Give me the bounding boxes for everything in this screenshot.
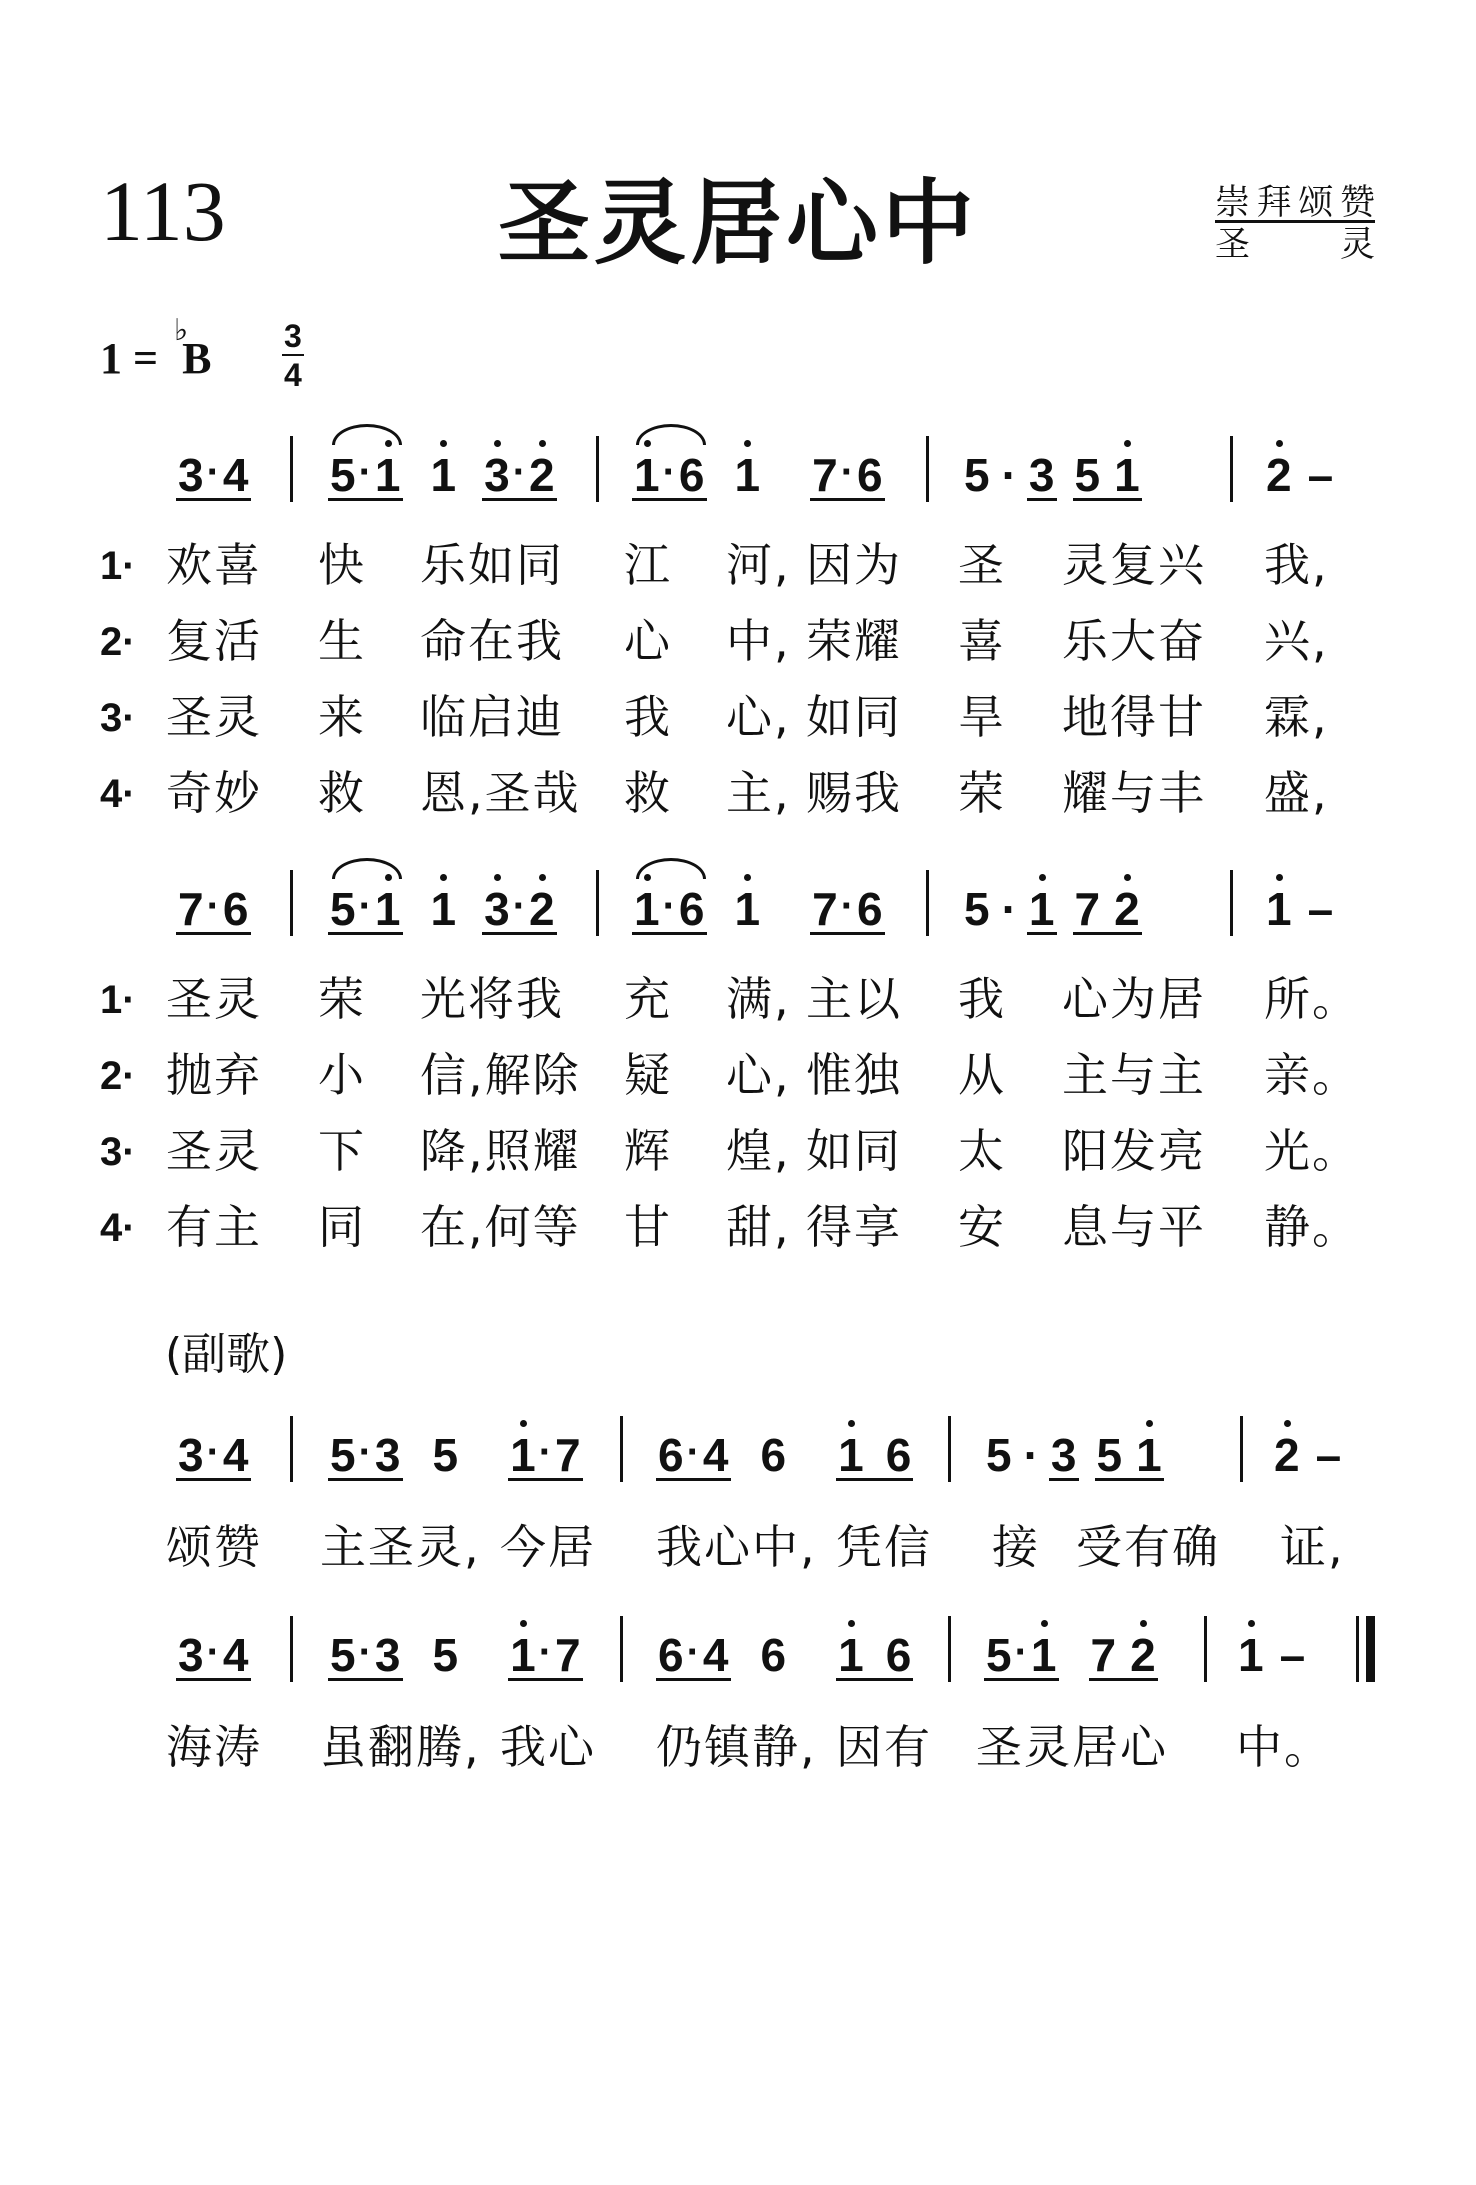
note: 2 — [1266, 449, 1292, 501]
barline — [596, 436, 599, 502]
dash: – — [1315, 1429, 1342, 1481]
lyric: 因为 — [806, 538, 902, 592]
note: 7 — [1074, 883, 1101, 935]
note: 4 — [222, 1429, 249, 1481]
category-sub: 圣 灵 — [1215, 225, 1375, 265]
note: 1 — [634, 883, 660, 935]
verse-number: 4· — [100, 1206, 136, 1250]
lyric: 荣 — [318, 972, 366, 1026]
lyric: 圣灵 — [166, 690, 262, 744]
note-group — [836, 1429, 913, 1481]
barline — [948, 1616, 951, 1682]
note: 1 — [1030, 1629, 1057, 1681]
note: 7 — [1090, 1629, 1117, 1681]
barline — [948, 1416, 951, 1482]
hymn-number: 113 — [100, 163, 226, 259]
lyric: 抛弃 — [166, 1048, 262, 1102]
dot: · — [358, 884, 372, 928]
key-signature — [100, 314, 212, 384]
lyric: 喜 — [958, 614, 1006, 668]
note: 2 — [1130, 1629, 1156, 1681]
lyric: 荣耀 — [806, 614, 902, 668]
lyric: 耀与丰 — [1062, 766, 1206, 820]
lyric: 兴, — [1264, 614, 1329, 668]
note: 6 — [760, 1629, 787, 1681]
dot: · — [206, 1630, 220, 1674]
note: 3 — [178, 1629, 204, 1681]
note-group — [1027, 449, 1057, 501]
lyric: 赐我 — [806, 766, 902, 820]
measure-2-5 — [1264, 883, 1345, 935]
lyric: 受有确 — [1076, 1520, 1220, 1574]
lyric: 主, — [726, 766, 791, 820]
lyric: 圣灵居心 — [976, 1720, 1168, 1774]
note: 5 — [330, 1429, 356, 1481]
lyric: 乐大奋 — [1062, 614, 1206, 668]
note: 2 — [1274, 1429, 1300, 1481]
lyric: 因有 — [836, 1720, 932, 1774]
barline — [1230, 870, 1233, 936]
barline — [926, 436, 929, 502]
note-group — [1027, 883, 1057, 935]
lyric: 阳发亮 — [1062, 1124, 1206, 1178]
lyric: 乐如同 — [420, 538, 564, 592]
note: 3 — [484, 883, 510, 935]
note: 1 — [1028, 883, 1055, 935]
dot: · — [1014, 1630, 1028, 1674]
final-barline-thick — [1366, 1616, 1375, 1682]
verse-number: 2· — [100, 1054, 136, 1098]
lyric: 所。 — [1264, 972, 1360, 1026]
note-group — [508, 1429, 583, 1481]
note: 4 — [222, 1629, 249, 1681]
lyric: 满, — [726, 972, 791, 1026]
note: 4 — [702, 1429, 729, 1481]
measure-4-3 — [656, 1629, 913, 1681]
note: 1 — [510, 1629, 536, 1681]
lyric: 如同 — [806, 1124, 902, 1178]
barline — [620, 1616, 623, 1682]
note: 5 — [964, 449, 990, 501]
lyric: 我心中, — [656, 1520, 817, 1574]
barline — [926, 870, 929, 936]
note: 2 — [529, 883, 555, 935]
note-group — [1073, 883, 1142, 935]
time-signature — [282, 320, 304, 393]
note: 6 — [885, 1629, 912, 1681]
measure-4-2 — [328, 1629, 583, 1681]
lyric: 我 — [958, 972, 1006, 1026]
lyric: 如同 — [806, 690, 902, 744]
note: 5 — [432, 1629, 459, 1681]
dash: – — [1307, 883, 1334, 935]
note: 3 — [374, 1629, 401, 1681]
lyric: 圣灵 — [166, 972, 262, 1026]
measure-4-4 — [984, 1629, 1158, 1681]
measure-4-5 — [1236, 1629, 1317, 1681]
lyric: 凭信 — [836, 1520, 932, 1574]
dot: · — [1001, 449, 1017, 501]
dot: · — [206, 450, 220, 494]
lyric: 甜, — [726, 1200, 791, 1254]
note-group — [176, 449, 251, 501]
lyric: 疑 — [624, 1048, 672, 1102]
note: 6 — [658, 1429, 684, 1481]
lyric: 主圣灵, — [320, 1520, 481, 1574]
note: 7 — [178, 883, 204, 935]
note: 7 — [812, 449, 838, 501]
lyric: 中, — [726, 614, 791, 668]
note: 5 — [986, 1629, 1012, 1681]
barline — [620, 1416, 623, 1482]
note-group — [176, 1429, 251, 1481]
lyric: 灵复兴 — [1062, 538, 1206, 592]
lyric: 圣 — [958, 538, 1006, 592]
lyric: 恩,圣哉 — [420, 766, 581, 820]
note-group — [1049, 1429, 1079, 1481]
note: 5 — [964, 883, 990, 935]
barline — [596, 870, 599, 936]
measure-3-3 — [656, 1429, 913, 1481]
note: 3 — [484, 449, 510, 501]
note: 3 — [178, 1429, 204, 1481]
dash: – — [1307, 449, 1334, 501]
lyric: 我心 — [500, 1720, 596, 1774]
note-group — [656, 1629, 731, 1681]
measure-1-5 — [1264, 449, 1345, 501]
note-group — [810, 883, 885, 935]
measure-1-4 — [962, 449, 1142, 501]
lyric: 太 — [958, 1124, 1006, 1178]
lyric: 我, — [1264, 538, 1329, 592]
lyric: 安 — [958, 1200, 1006, 1254]
lyric: 地得甘 — [1062, 690, 1206, 744]
dot: · — [1023, 1429, 1039, 1481]
lyric: 降,照耀 — [420, 1124, 581, 1178]
note-group — [328, 449, 403, 501]
hymn-title: 圣灵居心中 — [497, 170, 978, 277]
lyric: 虽翻腾, — [320, 1720, 481, 1774]
note: 1 — [634, 449, 660, 501]
lyric: 来 — [318, 690, 366, 744]
dot: · — [662, 884, 676, 928]
lyric: 海涛 — [166, 1720, 262, 1774]
note: 5 — [1074, 449, 1101, 501]
barline — [1204, 1616, 1207, 1682]
lyric: 同 — [318, 1200, 366, 1254]
note: 5 — [330, 883, 356, 935]
lyric: 甘 — [624, 1200, 672, 1254]
dash: – — [1279, 1629, 1306, 1681]
lyric: 颂赞 — [166, 1520, 262, 1574]
time-top: 3 — [284, 318, 302, 354]
dot: · — [662, 450, 676, 494]
lyric: 霖, — [1264, 690, 1329, 744]
measure-1-3 — [632, 449, 885, 501]
lyric: 命在我 — [420, 614, 564, 668]
key-prefix: 1 = — [100, 334, 159, 383]
note-group — [1089, 1629, 1158, 1681]
lyric: 接 — [992, 1520, 1040, 1574]
lyric: 静。 — [1264, 1200, 1360, 1254]
dot: · — [1001, 883, 1017, 935]
barline — [1230, 436, 1233, 502]
lyric: 荣 — [958, 766, 1006, 820]
note-group — [1095, 1429, 1164, 1481]
dot: · — [206, 884, 220, 928]
lyric: 欢喜 — [166, 538, 262, 592]
note: 7 — [555, 1429, 581, 1481]
lyric: 圣灵 — [166, 1124, 262, 1178]
dot: · — [512, 450, 527, 494]
dot: · — [358, 450, 372, 494]
lyric: 心 — [624, 614, 672, 668]
measure-2-1 — [176, 883, 251, 935]
lyric: 光。 — [1264, 1124, 1360, 1178]
note-group — [508, 1629, 583, 1681]
lyric: 河, — [726, 538, 791, 592]
note-group — [328, 883, 403, 935]
note: 6 — [678, 449, 705, 501]
note: 1 — [430, 449, 457, 501]
dot: · — [512, 884, 527, 928]
dot: · — [358, 1630, 372, 1674]
barline — [290, 1416, 293, 1482]
note: 3 — [1050, 1429, 1077, 1481]
lyric: 旱 — [958, 690, 1006, 744]
lyric: 亲。 — [1264, 1048, 1360, 1102]
note: 6 — [857, 449, 883, 501]
barline — [290, 870, 293, 936]
note-group — [984, 1629, 1059, 1681]
note: 7 — [812, 883, 838, 935]
lyric: 今居 — [500, 1520, 596, 1574]
measure-2-3 — [632, 883, 885, 935]
lyric: 救 — [318, 766, 366, 820]
lyric: 心, — [726, 1048, 791, 1102]
dot: · — [538, 1630, 553, 1674]
note-group — [1073, 449, 1142, 501]
verse-number: 1· — [100, 544, 136, 588]
category-label — [1215, 182, 1375, 266]
lyric: 奇妙 — [166, 766, 262, 820]
lyric: 生 — [318, 614, 366, 668]
measure-3-4 — [984, 1429, 1164, 1481]
measure-4-1 — [176, 1629, 251, 1681]
lyric: 盛, — [1264, 766, 1329, 820]
lyric: 在,何等 — [420, 1200, 581, 1254]
note: 2 — [1114, 883, 1140, 935]
time-bottom: 4 — [284, 357, 302, 393]
lyric: 中。 — [1236, 1720, 1332, 1774]
lyric: 仍镇静, — [656, 1720, 817, 1774]
note-group — [328, 1429, 403, 1481]
lyric: 主以 — [806, 972, 902, 1026]
verse-number: 4· — [100, 772, 136, 816]
lyric: 救 — [624, 766, 672, 820]
note-group — [482, 883, 557, 935]
note: 6 — [857, 883, 883, 935]
note: 1 — [1266, 883, 1292, 935]
note: 1 — [430, 883, 457, 935]
verse-number: 1· — [100, 978, 136, 1022]
lyric: 充 — [624, 972, 672, 1026]
category-main: 崇拜颂赞 — [1215, 183, 1375, 223]
note-group — [810, 449, 885, 501]
note-group — [482, 449, 557, 501]
dot: · — [840, 884, 855, 928]
dot: · — [206, 1430, 220, 1474]
verse-number: 3· — [100, 696, 136, 740]
lyric: 主与主 — [1062, 1048, 1206, 1102]
verse-number: 2· — [100, 620, 136, 664]
measure-3-5 — [1272, 1429, 1353, 1481]
flat-sign: ♭ — [174, 314, 189, 347]
lyric: 信,解除 — [420, 1048, 581, 1102]
lyric: 小 — [318, 1048, 366, 1102]
dot: · — [358, 1430, 372, 1474]
lyric: 光将我 — [420, 972, 564, 1026]
lyric: 我 — [624, 690, 672, 744]
note: 3 — [1028, 449, 1055, 501]
note-group — [176, 883, 251, 935]
measure-3-2 — [328, 1429, 583, 1481]
note: 6 — [885, 1429, 912, 1481]
note: 1 — [1238, 1629, 1264, 1681]
lyric: 江 — [624, 538, 672, 592]
lyric: 临启迪 — [420, 690, 564, 744]
dot: · — [686, 1430, 700, 1474]
lyric: 从 — [958, 1048, 1006, 1102]
note-group — [176, 1629, 251, 1681]
lyric: 下 — [318, 1124, 366, 1178]
note: 1 — [374, 883, 401, 935]
measure-1-1 — [176, 449, 251, 501]
note: 3 — [178, 449, 204, 501]
lyric: 心为居 — [1062, 972, 1206, 1026]
lyric: 快 — [318, 538, 366, 592]
note: 6 — [678, 883, 705, 935]
lyric: 心, — [726, 690, 791, 744]
lyric: 煌, — [726, 1124, 791, 1178]
note: 1 — [838, 1629, 864, 1681]
lyric: 证, — [1280, 1520, 1345, 1574]
note: 1 — [1136, 1429, 1162, 1481]
note: 3 — [374, 1429, 401, 1481]
measure-3-1 — [176, 1429, 251, 1481]
barline — [290, 436, 293, 502]
note: 5 — [330, 449, 356, 501]
note: 1 — [734, 883, 761, 935]
lyric: 复活 — [166, 614, 262, 668]
note: 1 — [734, 449, 761, 501]
lyric: 息与平 — [1062, 1200, 1206, 1254]
note-group — [836, 1629, 913, 1681]
note: 4 — [702, 1629, 729, 1681]
note: 1 — [1114, 449, 1140, 501]
lyric: 得享 — [806, 1200, 902, 1254]
note: 1 — [510, 1429, 536, 1481]
note: 5 — [986, 1429, 1012, 1481]
dot: · — [686, 1630, 700, 1674]
barline — [290, 1616, 293, 1682]
measure-2-4 — [962, 883, 1142, 935]
lyric: 辉 — [624, 1124, 672, 1178]
note-group — [632, 883, 707, 935]
barline — [1240, 1416, 1243, 1482]
note-group — [328, 1629, 403, 1681]
note: 4 — [222, 449, 249, 501]
verse-number: 3· — [100, 1130, 136, 1174]
final-barline-thin — [1356, 1616, 1359, 1682]
note: 5 — [1096, 1429, 1123, 1481]
dot: · — [840, 450, 855, 494]
note: 1 — [838, 1429, 864, 1481]
note: 6 — [222, 883, 249, 935]
note: 5 — [432, 1429, 459, 1481]
lyric: 惟独 — [806, 1048, 902, 1102]
note: 6 — [658, 1629, 684, 1681]
measure-1-2 — [328, 449, 557, 501]
note: 1 — [374, 449, 401, 501]
measure-2-2 — [328, 883, 557, 935]
lyric: 有主 — [166, 1200, 262, 1254]
note: 5 — [330, 1629, 356, 1681]
note-group — [632, 449, 707, 501]
dot: · — [538, 1430, 553, 1474]
note-group — [656, 1429, 731, 1481]
note: 7 — [555, 1629, 581, 1681]
note: 2 — [529, 449, 555, 501]
chorus-label: (副歌) — [165, 1329, 288, 1380]
key-note: B — [182, 334, 212, 383]
note: 6 — [760, 1429, 787, 1481]
